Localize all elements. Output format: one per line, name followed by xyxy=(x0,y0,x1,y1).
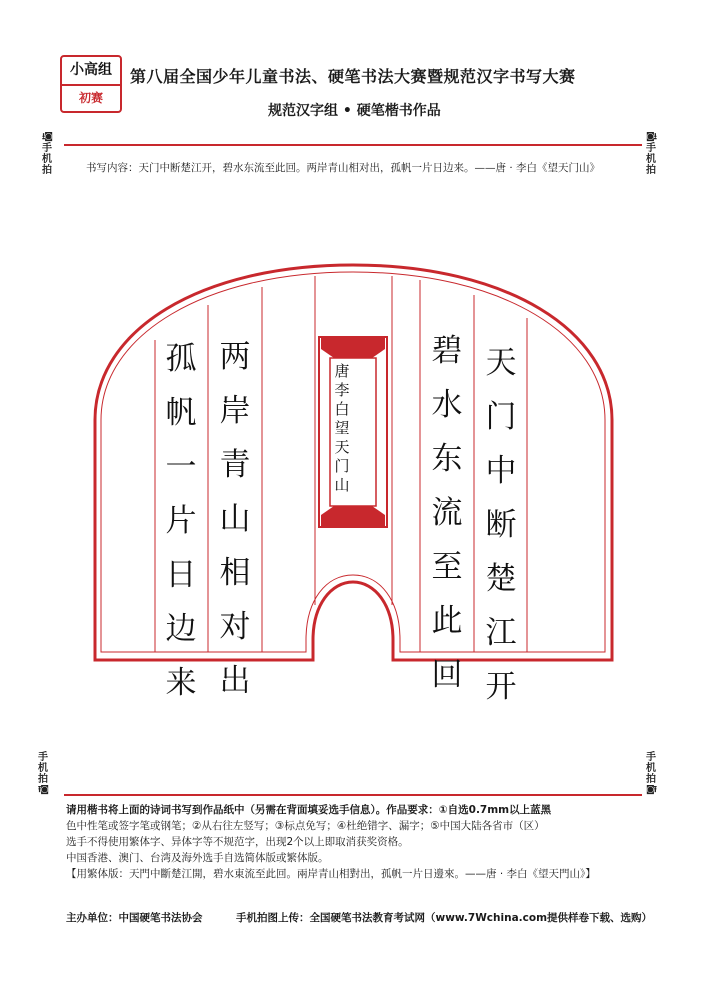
artwork-char: 来 xyxy=(165,665,197,701)
bottom-divider xyxy=(64,794,642,796)
phone-mark-label-3: 拍 xyxy=(38,774,48,785)
artwork-column-3 xyxy=(210,330,260,708)
artwork-char: 青 xyxy=(219,447,251,483)
content-line: 书写内容：天门中断楚江开，碧水东流至此回。两岸青山相对出，孤帆一片日边来。——唐 · 李白《望天门山》 xyxy=(86,162,601,174)
artwork-column-4 xyxy=(156,332,206,710)
upload-info-text: 手机拍图上传：全国硬笔书法教育考试网（www.7Wchina.com提供样卷下载、选购） xyxy=(236,912,653,924)
artwork-char: 日 xyxy=(165,557,197,593)
artwork-char: 中 xyxy=(485,453,517,489)
badge-group-label: 小高组 xyxy=(62,57,120,86)
artwork-char: 东 xyxy=(431,441,463,477)
phone-mark-label-3: 拍 xyxy=(646,165,656,176)
artwork-char: 出 xyxy=(219,663,251,699)
phone-mark-bottom-right xyxy=(640,752,662,796)
artwork-char: 相 xyxy=(219,555,251,591)
phone-mark-label-1: 手 xyxy=(38,752,48,763)
artwork-char: 水 xyxy=(431,387,463,423)
artwork-char: 开 xyxy=(485,669,517,705)
phone-mark-label-1: 手 xyxy=(646,752,656,763)
artwork-char: 天 xyxy=(485,345,517,381)
camera-icon: ⭱◙ xyxy=(38,785,48,795)
signature-char: 天 xyxy=(334,438,350,456)
phone-mark-label-2: 机 xyxy=(646,763,656,774)
requirements-line-4: 中国香港、澳门、台湾及海外选手自选简体版或繁体版。 xyxy=(66,852,329,864)
artwork-char: 楚 xyxy=(485,561,517,597)
signature-char: 白 xyxy=(334,400,350,418)
phone-mark-label-3: 拍 xyxy=(646,774,656,785)
artwork-char: 边 xyxy=(165,611,197,647)
phone-mark-label-2: 机 xyxy=(646,154,656,165)
artwork-char: 片 xyxy=(165,503,197,539)
artwork-char: 江 xyxy=(485,615,517,651)
artwork-column-2 xyxy=(422,324,472,702)
artwork-char: 此 xyxy=(431,603,463,639)
signature-char: 唐 xyxy=(334,362,350,380)
phone-mark-bottom-left xyxy=(32,752,54,796)
signature-char: 门 xyxy=(334,457,350,475)
artwork-char: 断 xyxy=(485,507,517,543)
badge-round-label: 初赛 xyxy=(78,91,103,105)
phone-mark-label-3: 拍 xyxy=(42,165,52,176)
signature-char: 李 xyxy=(334,381,350,399)
camera-icon: ⭳◙ xyxy=(42,132,52,142)
signature-text xyxy=(330,362,354,495)
phone-mark-label-1: 手 xyxy=(42,143,52,154)
page-title: 第八届全国少年儿童书法、硬笔书法大赛暨规范汉字书写大赛 xyxy=(130,67,576,86)
artwork-char: 一 xyxy=(165,449,197,485)
artwork-char: 流 xyxy=(431,495,463,531)
requirements-line-2: 色中性笔或签字笔或钢笔；②从右往左竖写；③标点免写；④杜绝错字、漏字；⑤中国大陆各省市（区） xyxy=(66,820,545,832)
phone-mark-label-1: 手 xyxy=(646,143,656,154)
artwork-char: 门 xyxy=(485,399,517,435)
signature-char: 望 xyxy=(334,419,350,437)
artwork-char: 岸 xyxy=(219,393,251,429)
artwork-char: 孤 xyxy=(165,341,197,377)
artwork-char: 对 xyxy=(219,609,251,645)
organizer-text: 主办单位：中国硬笔书法协会 xyxy=(66,912,203,924)
signature-char: 山 xyxy=(334,476,350,494)
artwork-char: 碧 xyxy=(431,333,463,369)
artwork-char: 两 xyxy=(219,339,251,375)
requirements-line-5: 【用繁体版：天門中斷楚江開，碧水東流至此回。兩岸青山相對出，孤帆一片日邊來。——唐 · 李白《望天門山》】 xyxy=(66,868,596,880)
artwork-char: 至 xyxy=(431,549,463,585)
artwork-column-1 xyxy=(476,336,526,714)
requirements-block xyxy=(66,802,646,882)
requirements-line-1: 请用楷书将上面的诗词书写到作品纸中（另需在背面填妥选手信息）。作品要求：①自选0.7mm以上蓝黑 xyxy=(66,804,552,816)
page-subtitle: 规范汉字组 • 硬笔楷书作品 xyxy=(268,103,441,119)
phone-mark-label-2: 机 xyxy=(42,154,52,165)
artwork-char: 帆 xyxy=(165,395,197,431)
camera-icon: ◙⭱ xyxy=(646,785,656,795)
phone-mark-label-2: 机 xyxy=(38,763,48,774)
camera-icon: ◙⭳ xyxy=(646,132,656,142)
artwork-char: 回 xyxy=(431,657,463,693)
artwork-char: 山 xyxy=(219,501,251,537)
requirements-line-3: 选手不得使用繁体字、异体字等不规范字，出现2个以上即取消获奖资格。 xyxy=(66,836,409,848)
